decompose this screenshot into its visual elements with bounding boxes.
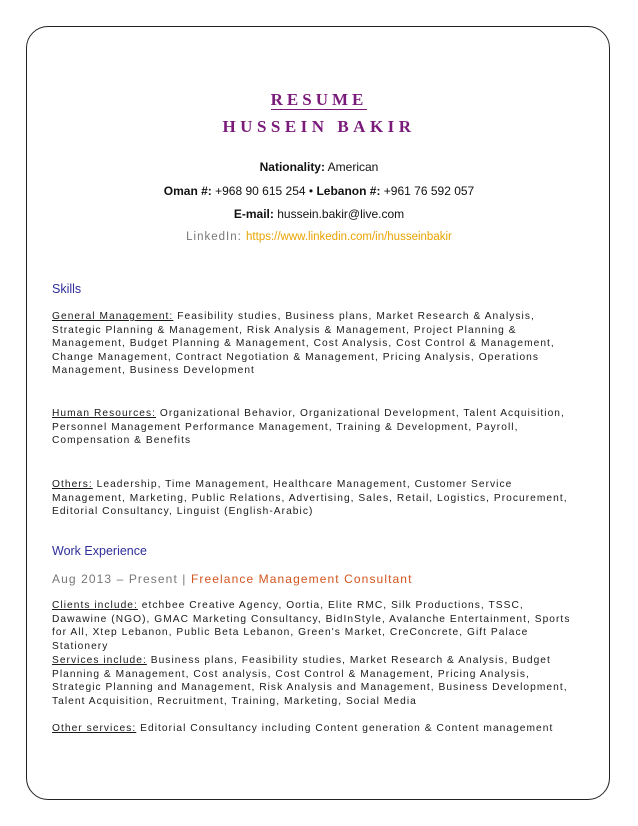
resume-title (0, 90, 638, 110)
other-services-paragraph (52, 722, 572, 736)
others-paragraph (52, 478, 572, 519)
clients-text: etchbee Creative Agency, Oortia, Elite RMC, Silk Productions, TSSC, Dawawine (NGO), GMAC Marketing Consultancy, BidInStyle, Avalanche Entertainment, Sports for All, Xtep Lebanon, Public Beta Lebanon, Green's Market, CreConcrete, Gift Palace Stationery (52, 600, 571, 652)
oman-phone-label: Oman #: (163, 184, 212, 198)
human-resources-text: Organizational Behavior, Organizational Development, Talent Acquisition, Personnel Management Performance Management, Training & Development, Payroll, Compensation & Benefits (52, 408, 565, 447)
services-label: Services include: (52, 655, 147, 666)
others-text: Leadership, Time Management, Healthcare Management, Customer Service Management, Marketing, Public Relations, Advertising, Sales, Retail, Logistics, Procurement, Editorial Consultancy, Linguist (English-Arabic) (52, 479, 568, 518)
job-role: Freelance Management Consultant (190, 572, 413, 586)
clients-label: Clients include: (52, 600, 138, 611)
lebanon-phone-label: Lebanon #: (316, 184, 381, 198)
human-resources-label: Human Resources: (52, 408, 156, 419)
skills-heading: Skills (52, 282, 82, 296)
general-management-text: Feasibility studies, Business plans, Market Research & Analysis, Strategic Planning & Management, Risk Analysis & Management, Project Planning & Management, Budget Planning & Management, Cost Analysis, Cost Control & Management, Change Management, Contract Negotiation & Management, Pricing Analysis, Operations Management, Business Development (52, 311, 555, 377)
lebanon-phone-value: +961 76 592 057 (383, 184, 475, 198)
services-text: Business plans, Feasibility studies, Market Research & Analysis, Budget Planning & Management, Cost analysis, Cost Control & Management, Pricing Analysis, Strategic Planning and Management, Risk Analysis and Management, Business Development, Talent Acquisition, Recruitment, Training, Marketing, Social Media (52, 655, 568, 707)
others-label: Others: (52, 479, 93, 490)
general-management-paragraph (52, 310, 572, 378)
linkedin-label: LinkedIn: (186, 231, 242, 243)
email-line (0, 207, 638, 221)
human-resources-paragraph (52, 407, 572, 448)
email-value[interactable]: hussein.bakir@live.com (277, 207, 405, 221)
candidate-name: HUSSEIN BAKIR (222, 117, 416, 136)
linkedin-link[interactable]: https://www.linkedin.com/in/husseinbakir (246, 231, 452, 243)
clients-paragraph (52, 599, 572, 653)
oman-phone-value: +968 90 615 254 • (215, 184, 314, 198)
nationality-value: American (327, 160, 379, 174)
other-services-label: Other services: (52, 723, 137, 734)
job-heading (52, 572, 413, 586)
resume-title-text: RESUME (270, 90, 368, 109)
general-management-label: General Management: (52, 311, 174, 322)
work-experience-heading: Work Experience (52, 544, 147, 558)
email-label: E-mail: (233, 207, 274, 221)
nationality-label: Nationality: (259, 160, 325, 174)
linkedin-line (0, 231, 638, 243)
nationality-line (0, 160, 638, 174)
phone-line (0, 184, 638, 198)
services-paragraph (52, 654, 572, 708)
job-period: Aug 2013 – Present | (52, 572, 187, 586)
other-services-text: Editorial Consultancy including Content generation & Content management (140, 723, 554, 734)
